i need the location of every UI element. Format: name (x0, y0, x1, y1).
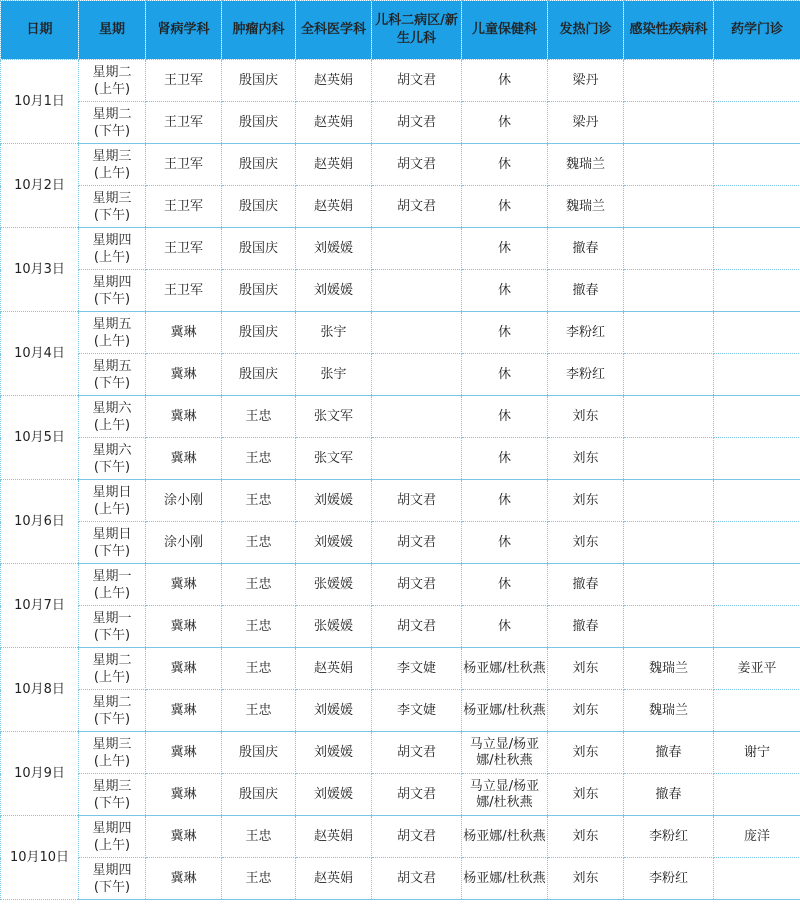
oncology-cell: 殷国庆 (222, 102, 296, 144)
child-health-cell: 杨亚娜/杜秋燕 (462, 816, 548, 858)
nephrology-cell: 冀琳 (146, 438, 222, 480)
header-nephrology: 肾病学科 (146, 1, 222, 60)
fever-clinic-cell: 刘东 (548, 438, 624, 480)
nephrology-cell: 冀琳 (146, 312, 222, 354)
fever-clinic-cell: 刘东 (548, 690, 624, 732)
date-cell: 10月6日 (1, 480, 79, 564)
oncology-cell: 王忠 (222, 606, 296, 648)
infectious-disease-cell (624, 102, 714, 144)
header-pediatrics-ward2-neonatal: 儿科二病区/新生儿科 (372, 1, 462, 60)
table-row (1, 186, 800, 228)
general-medicine-cell: 赵英娟 (296, 144, 372, 186)
child-health-cell: 马立显/杨亚娜/杜秋燕 (462, 774, 548, 816)
nephrology-cell: 冀琳 (146, 354, 222, 396)
infectious-disease-cell (624, 396, 714, 438)
oncology-cell: 王忠 (222, 438, 296, 480)
table-row (1, 606, 800, 648)
pharmacy-clinic-cell (714, 102, 800, 144)
table-row (1, 732, 800, 774)
weekday-session-cell: 星期日 (下午) (79, 522, 146, 564)
table-row (1, 60, 800, 102)
child-health-cell: 休 (462, 270, 548, 312)
pharmacy-clinic-cell (714, 606, 800, 648)
fever-clinic-cell: 刘东 (548, 396, 624, 438)
fever-clinic-cell: 刘东 (548, 816, 624, 858)
date-cell: 10月7日 (1, 564, 79, 648)
pharmacy-clinic-cell: 姜亚平 (714, 648, 800, 690)
fever-clinic-cell: 刘东 (548, 732, 624, 774)
pediatrics-ward2-neonatal-cell (372, 228, 462, 270)
pharmacy-clinic-cell (714, 144, 800, 186)
oncology-cell: 王忠 (222, 648, 296, 690)
nephrology-cell: 冀琳 (146, 606, 222, 648)
oncology-cell: 王忠 (222, 522, 296, 564)
infectious-disease-cell (624, 144, 714, 186)
oncology-cell: 殷国庆 (222, 774, 296, 816)
infectious-disease-cell (624, 60, 714, 102)
weekday-session-cell: 星期四 (下午) (79, 858, 146, 900)
pediatrics-ward2-neonatal-cell: 胡文君 (372, 606, 462, 648)
general-medicine-cell: 张媛媛 (296, 606, 372, 648)
oncology-cell: 王忠 (222, 858, 296, 900)
nephrology-cell: 冀琳 (146, 648, 222, 690)
weekday-session-cell: 星期五 (上午) (79, 312, 146, 354)
table-row (1, 858, 800, 900)
weekday-session-cell: 星期三 (上午) (79, 732, 146, 774)
general-medicine-cell: 刘媛媛 (296, 690, 372, 732)
pediatrics-ward2-neonatal-cell: 胡文君 (372, 480, 462, 522)
pediatrics-ward2-neonatal-cell: 胡文君 (372, 186, 462, 228)
weekday-session-cell: 星期六 (下午) (79, 438, 146, 480)
infectious-disease-cell (624, 354, 714, 396)
pediatrics-ward2-neonatal-cell (372, 438, 462, 480)
pediatrics-ward2-neonatal-cell: 胡文君 (372, 60, 462, 102)
infectious-disease-cell (624, 438, 714, 480)
oncology-cell: 王忠 (222, 480, 296, 522)
weekday-session-cell: 星期六 (上午) (79, 396, 146, 438)
nephrology-cell: 涂小刚 (146, 522, 222, 564)
table-row (1, 480, 800, 522)
child-health-cell: 休 (462, 228, 548, 270)
nephrology-cell: 王卫军 (146, 228, 222, 270)
general-medicine-cell: 赵英娟 (296, 60, 372, 102)
child-health-cell: 休 (462, 480, 548, 522)
pharmacy-clinic-cell (714, 774, 800, 816)
table-row (1, 690, 800, 732)
date-cell: 10月4日 (1, 312, 79, 396)
general-medicine-cell: 刘媛媛 (296, 228, 372, 270)
fever-clinic-cell: 梁丹 (548, 102, 624, 144)
pharmacy-clinic-cell (714, 396, 800, 438)
oncology-cell: 殷国庆 (222, 60, 296, 102)
child-health-cell: 休 (462, 312, 548, 354)
weekday-session-cell: 星期三 (下午) (79, 186, 146, 228)
weekday-session-cell: 星期二 (下午) (79, 690, 146, 732)
weekday-session-cell: 星期二 (上午) (79, 60, 146, 102)
oncology-cell: 殷国庆 (222, 186, 296, 228)
weekday-session-cell: 星期三 (下午) (79, 774, 146, 816)
oncology-cell: 王忠 (222, 690, 296, 732)
header-general-medicine: 全科医学科 (296, 1, 372, 60)
weekday-session-cell: 星期四 (下午) (79, 270, 146, 312)
date-cell: 10月3日 (1, 228, 79, 312)
child-health-cell: 休 (462, 60, 548, 102)
general-medicine-cell: 赵英娟 (296, 648, 372, 690)
infectious-disease-cell (624, 564, 714, 606)
date-cell: 10月2日 (1, 144, 79, 228)
pediatrics-ward2-neonatal-cell (372, 312, 462, 354)
pediatrics-ward2-neonatal-cell: 胡文君 (372, 102, 462, 144)
fever-clinic-cell: 撤春 (548, 564, 624, 606)
pharmacy-clinic-cell (714, 228, 800, 270)
pediatrics-ward2-neonatal-cell: 胡文君 (372, 564, 462, 606)
nephrology-cell: 冀琳 (146, 858, 222, 900)
fever-clinic-cell: 梁丹 (548, 60, 624, 102)
table-row (1, 228, 800, 270)
pharmacy-clinic-cell: 谢宁 (714, 732, 800, 774)
child-health-cell: 休 (462, 186, 548, 228)
header-fever-clinic: 发热门诊 (548, 1, 624, 60)
weekday-session-cell: 星期二 (上午) (79, 648, 146, 690)
infectious-disease-cell (624, 186, 714, 228)
child-health-cell: 休 (462, 354, 548, 396)
child-health-cell: 休 (462, 564, 548, 606)
weekday-session-cell: 星期四 (上午) (79, 228, 146, 270)
pharmacy-clinic-cell (714, 354, 800, 396)
nephrology-cell: 涂小刚 (146, 480, 222, 522)
general-medicine-cell: 刘媛媛 (296, 732, 372, 774)
fever-clinic-cell: 撤春 (548, 228, 624, 270)
table-row (1, 816, 800, 858)
general-medicine-cell: 赵英娟 (296, 186, 372, 228)
pharmacy-clinic-cell (714, 564, 800, 606)
pharmacy-clinic-cell (714, 438, 800, 480)
table-row (1, 354, 800, 396)
child-health-cell: 杨亚娜/杜秋燕 (462, 648, 548, 690)
nephrology-cell: 王卫军 (146, 102, 222, 144)
table-row (1, 648, 800, 690)
header-row (1, 1, 800, 60)
nephrology-cell: 王卫军 (146, 186, 222, 228)
pharmacy-clinic-cell (714, 690, 800, 732)
child-health-cell: 休 (462, 396, 548, 438)
nephrology-cell: 冀琳 (146, 774, 222, 816)
infectious-disease-cell (624, 522, 714, 564)
pediatrics-ward2-neonatal-cell (372, 396, 462, 438)
general-medicine-cell: 刘媛媛 (296, 270, 372, 312)
table-row (1, 102, 800, 144)
fever-clinic-cell: 撤春 (548, 270, 624, 312)
nephrology-cell: 王卫军 (146, 270, 222, 312)
infectious-disease-cell: 撤春 (624, 732, 714, 774)
schedule-body (1, 60, 800, 900)
infectious-disease-cell (624, 312, 714, 354)
infectious-disease-cell: 撤春 (624, 774, 714, 816)
general-medicine-cell: 张文军 (296, 438, 372, 480)
general-medicine-cell: 张宇 (296, 354, 372, 396)
general-medicine-cell: 张文军 (296, 396, 372, 438)
child-health-cell: 马立显/杨亚娜/杜秋燕 (462, 732, 548, 774)
table-row (1, 774, 800, 816)
pediatrics-ward2-neonatal-cell: 胡文君 (372, 816, 462, 858)
weekday-session-cell: 星期三 (上午) (79, 144, 146, 186)
pediatrics-ward2-neonatal-cell: 李文婕 (372, 690, 462, 732)
fever-clinic-cell: 刘东 (548, 858, 624, 900)
pharmacy-clinic-cell: 庞洋 (714, 816, 800, 858)
weekday-session-cell: 星期四 (上午) (79, 816, 146, 858)
table-row (1, 438, 800, 480)
nephrology-cell: 王卫军 (146, 144, 222, 186)
pediatrics-ward2-neonatal-cell (372, 354, 462, 396)
oncology-cell: 王忠 (222, 396, 296, 438)
oncology-cell: 殷国庆 (222, 144, 296, 186)
fever-clinic-cell: 刘东 (548, 522, 624, 564)
infectious-disease-cell: 李粉红 (624, 858, 714, 900)
header-child-health: 儿童保健科 (462, 1, 548, 60)
general-medicine-cell: 赵英娟 (296, 816, 372, 858)
infectious-disease-cell: 魏瑞兰 (624, 690, 714, 732)
oncology-cell: 殷国庆 (222, 270, 296, 312)
nephrology-cell: 冀琳 (146, 396, 222, 438)
header-pharmacy-clinic: 药学门诊 (714, 1, 800, 60)
weekday-session-cell: 星期二 (下午) (79, 102, 146, 144)
pharmacy-clinic-cell (714, 522, 800, 564)
infectious-disease-cell (624, 270, 714, 312)
child-health-cell: 杨亚娜/杜秋燕 (462, 858, 548, 900)
date-cell: 10月10日 (1, 816, 79, 900)
fever-clinic-cell: 刘东 (548, 774, 624, 816)
general-medicine-cell: 刘媛媛 (296, 480, 372, 522)
weekday-session-cell: 星期一 (下午) (79, 606, 146, 648)
table-row (1, 396, 800, 438)
child-health-cell: 休 (462, 144, 548, 186)
date-cell: 10月1日 (1, 60, 79, 144)
fever-clinic-cell: 刘东 (548, 648, 624, 690)
table-row (1, 144, 800, 186)
child-health-cell: 休 (462, 522, 548, 564)
pediatrics-ward2-neonatal-cell: 李文婕 (372, 648, 462, 690)
table-row (1, 312, 800, 354)
general-medicine-cell: 张宇 (296, 312, 372, 354)
pediatrics-ward2-neonatal-cell: 胡文君 (372, 732, 462, 774)
fever-clinic-cell: 刘东 (548, 480, 624, 522)
table-row (1, 522, 800, 564)
table-row (1, 270, 800, 312)
header-infectious-disease: 感染性疾病科 (624, 1, 714, 60)
nephrology-cell: 冀琳 (146, 564, 222, 606)
infectious-disease-cell: 李粉红 (624, 816, 714, 858)
infectious-disease-cell (624, 606, 714, 648)
date-cell: 10月5日 (1, 396, 79, 480)
general-medicine-cell: 赵英娟 (296, 102, 372, 144)
fever-clinic-cell: 魏瑞兰 (548, 144, 624, 186)
child-health-cell: 休 (462, 102, 548, 144)
nephrology-cell: 冀琳 (146, 690, 222, 732)
pediatrics-ward2-neonatal-cell: 胡文君 (372, 144, 462, 186)
fever-clinic-cell: 李粉红 (548, 354, 624, 396)
pharmacy-clinic-cell (714, 480, 800, 522)
header-weekday: 星期 (79, 1, 146, 60)
weekday-session-cell: 星期日 (上午) (79, 480, 146, 522)
pharmacy-clinic-cell (714, 312, 800, 354)
nephrology-cell: 王卫军 (146, 60, 222, 102)
pediatrics-ward2-neonatal-cell: 胡文君 (372, 858, 462, 900)
nephrology-cell: 冀琳 (146, 732, 222, 774)
pharmacy-clinic-cell (714, 60, 800, 102)
nephrology-cell: 冀琳 (146, 816, 222, 858)
oncology-cell: 王忠 (222, 816, 296, 858)
general-medicine-cell: 张媛媛 (296, 564, 372, 606)
fever-clinic-cell: 李粉红 (548, 312, 624, 354)
pediatrics-ward2-neonatal-cell: 胡文君 (372, 522, 462, 564)
weekday-session-cell: 星期一 (上午) (79, 564, 146, 606)
pharmacy-clinic-cell (714, 186, 800, 228)
infectious-disease-cell (624, 228, 714, 270)
general-medicine-cell: 刘媛媛 (296, 774, 372, 816)
date-cell: 10月9日 (1, 732, 79, 816)
child-health-cell: 杨亚娜/杜秋燕 (462, 690, 548, 732)
general-medicine-cell: 赵英娟 (296, 858, 372, 900)
infectious-disease-cell: 魏瑞兰 (624, 648, 714, 690)
oncology-cell: 殷国庆 (222, 354, 296, 396)
fever-clinic-cell: 撤春 (548, 606, 624, 648)
date-cell: 10月8日 (1, 648, 79, 732)
child-health-cell: 休 (462, 438, 548, 480)
pharmacy-clinic-cell (714, 858, 800, 900)
header-date: 日期 (1, 1, 79, 60)
oncology-cell: 王忠 (222, 564, 296, 606)
oncology-cell: 殷国庆 (222, 732, 296, 774)
table-row (1, 564, 800, 606)
oncology-cell: 殷国庆 (222, 228, 296, 270)
child-health-cell: 休 (462, 606, 548, 648)
weekday-session-cell: 星期五 (下午) (79, 354, 146, 396)
general-medicine-cell: 刘媛媛 (296, 522, 372, 564)
oncology-cell: 殷国庆 (222, 312, 296, 354)
fever-clinic-cell: 魏瑞兰 (548, 186, 624, 228)
infectious-disease-cell (624, 480, 714, 522)
pediatrics-ward2-neonatal-cell: 胡文君 (372, 774, 462, 816)
pharmacy-clinic-cell (714, 270, 800, 312)
pediatrics-ward2-neonatal-cell (372, 270, 462, 312)
header-oncology: 肿瘤内科 (222, 1, 296, 60)
